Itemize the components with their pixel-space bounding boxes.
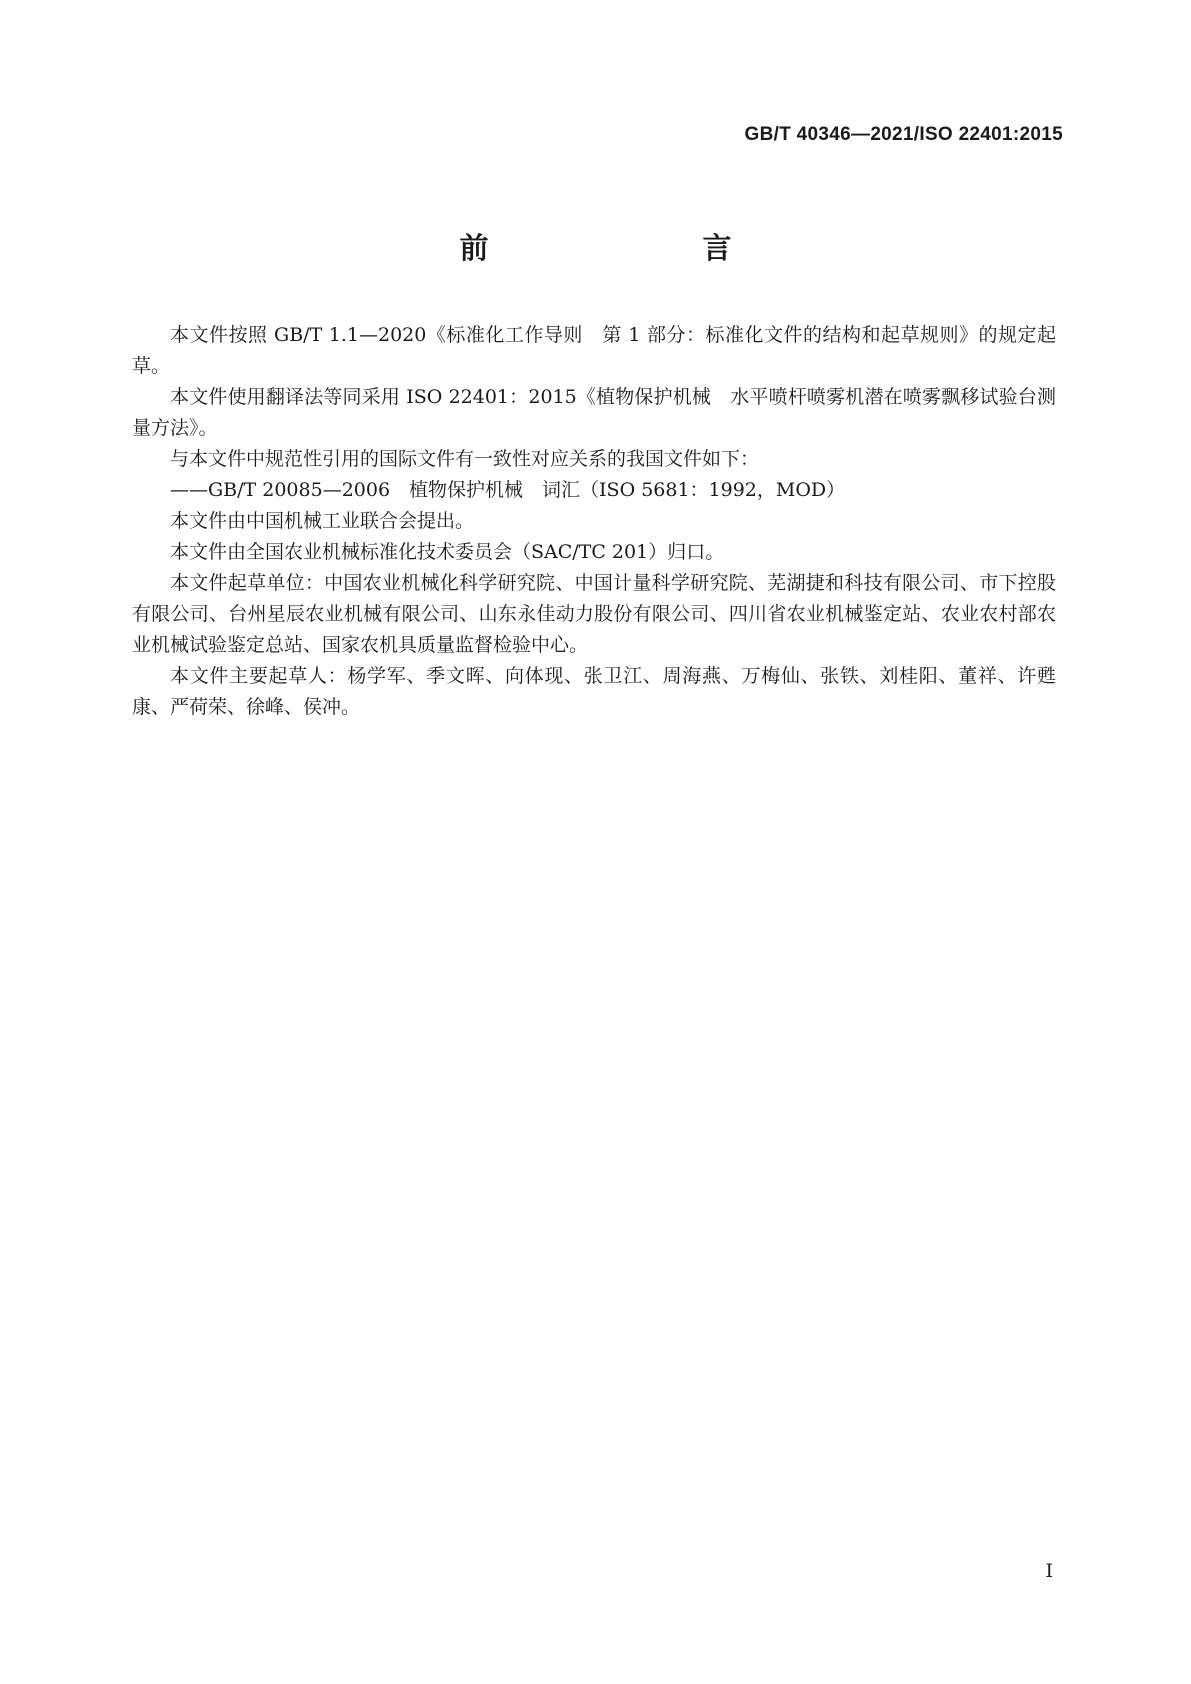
paragraph-correspondence-intro: 与本文件中规范性引用的国际文件有一致性对应关系的我国文件如下： — [170, 448, 760, 470]
standard-code-header: GB/T 40346—2021/ISO 22401:2015 — [744, 124, 1063, 145]
foreword-body — [132, 320, 1056, 723]
paragraph-technical-committee: 本文件由全国农业机械标准化技术委员会（SAC/TC 201）归口。 — [170, 541, 725, 563]
paragraph-adoption: 本文件使用翻译法等同采用 ISO 22401：2015《植物保护机械 水平喷杆喷雾机潜在喷雾飘移试验台测量方法》。 — [132, 386, 1056, 439]
page-number: I — [1045, 1560, 1053, 1582]
paragraph-drafting-units: 本文件起草单位：中国农业机械化科学研究院、中国计量科学研究院、芜湖捷和科技有限公司、市下控股有限公司、台州星辰农业机械有限公司、山东永佳动力股份有限公司、四川省农业机械鉴定站、农业农村部农业机械试验鉴定总站、国家农机具质量监督检验中心。 — [132, 572, 1056, 656]
paragraph-correspondence-item: ——GB/T 20085—2006 植物保护机械 词汇（ISO 5681：1992，MOD） — [170, 479, 846, 501]
paragraph-drafters: 本文件主要起草人：杨学军、季文晖、向体现、张卫江、周海燕、万梅仙、张铁、刘桂阳、董祥、许甦康、严荷荣、徐峰、侯冲。 — [132, 665, 1056, 718]
page-title: 前 言 — [459, 231, 784, 265]
paragraph-proposer: 本文件由中国机械工业联合会提出。 — [170, 510, 475, 532]
paragraph-drafting-rules: 本文件按照 GB/T 1.1—2020《标准化工作导则 第 1 部分：标准化文件的结构和起草规则》的规定起草。 — [132, 324, 1056, 377]
